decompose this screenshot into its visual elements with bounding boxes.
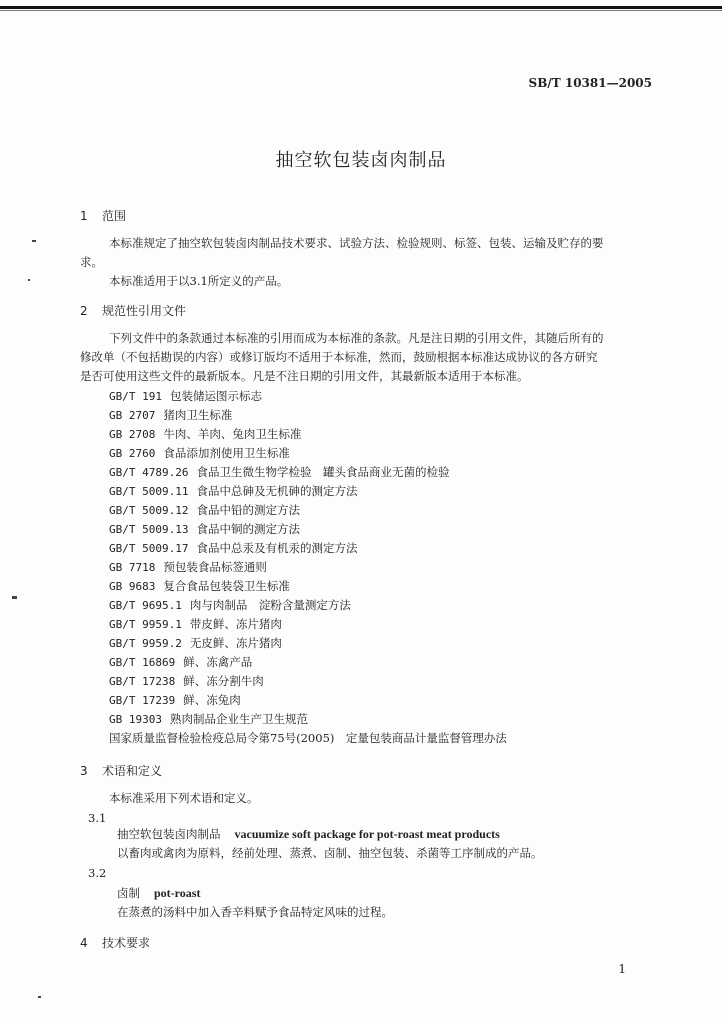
reference-item	[109, 616, 282, 632]
reference-item	[109, 559, 267, 575]
reference-code: GB/T 9959.1	[109, 618, 182, 631]
reference-code: GB 2707	[109, 409, 156, 422]
term-chinese: 抽空软包装卤肉制品	[117, 827, 221, 841]
term-3-1-number: 3.1	[88, 811, 107, 825]
term-3-2-name	[117, 885, 200, 901]
reference-title: 鲜、冻兔肉	[183, 693, 241, 707]
section-number: 2	[80, 304, 88, 318]
standard-number: SB/T 10381—2005	[528, 76, 652, 90]
reference-code: GB/T 5009.13	[109, 523, 189, 536]
section-number: 4	[80, 936, 88, 950]
section-title: 术语和定义	[102, 764, 163, 778]
section-number: 3	[80, 764, 88, 778]
term-3-1-name	[117, 826, 500, 842]
section-number: 1	[80, 209, 88, 223]
reference-code: GB/T 17239	[109, 694, 176, 707]
s2-intro-line-2: 修改单（不包括勘误的内容）或修订版均不适用于本标准，然而，鼓励根据本标准达成协议的各方研究	[80, 350, 598, 364]
reference-title: 复合食品包装袋卫生标准	[163, 579, 290, 593]
reference-item	[109, 578, 290, 594]
section-title: 技术要求	[102, 936, 151, 950]
reference-code: GB 7718	[109, 561, 156, 574]
reference-code: GB/T 5009.12	[109, 504, 189, 517]
reference-code: GB/T 17238	[109, 675, 176, 688]
section-2-heading	[80, 302, 186, 319]
reference-code: GB/T 9959.2	[109, 637, 182, 650]
reference-order: 国家质量监督检验检疫总局令第75号(2005) 定量包装商品计量监督管理办法	[109, 731, 507, 745]
reference-title: 食品中总汞及有机汞的测定方法	[196, 541, 358, 555]
reference-title: 无皮鲜、冻片猪肉	[189, 636, 282, 650]
page-number: 1	[618, 962, 626, 976]
reference-title: 食品中铅的测定方法	[196, 503, 300, 517]
reference-item	[109, 692, 241, 708]
term-3-2-number: 3.2	[88, 866, 107, 880]
reference-title: 带皮鲜、冻片猪肉	[189, 617, 282, 631]
s1-paragraph-1a: 本标准规定了抽空软包装卤肉制品技术要求、试验方法、检验规则、标签、包装、运输及贮存的要	[109, 236, 604, 250]
scan-speck	[12, 596, 17, 599]
s2-intro-line-1: 下列文件中的条款通过本标准的引用而成为本标准的条款。凡是注日期的引用文件，其随后所有的	[109, 331, 604, 345]
reference-item	[109, 407, 232, 423]
term-chinese: 卤制	[117, 886, 140, 900]
reference-title: 食品卫生微生物学检验 罐头食品商业无菌的检验	[196, 465, 450, 479]
reference-title: 食品添加剂使用卫生标准	[163, 446, 290, 460]
reference-item	[109, 540, 357, 556]
reference-item	[109, 502, 300, 518]
s1-paragraph-2: 本标准适用于以3.1所定义的产品。	[109, 274, 289, 288]
reference-title: 食品中铜的测定方法	[196, 522, 300, 536]
reference-title: 鲜、冻分割牛肉	[183, 674, 264, 688]
reference-code: GB/T 4789.26	[109, 466, 189, 479]
term-3-1-definition: 以畜肉或禽肉为原料，经前处理、蒸煮、卤制、抽空包装、杀菌等工序制成的产品。	[117, 846, 543, 860]
top-rule-thin	[0, 10, 722, 11]
reference-title: 猪肉卫生标准	[163, 408, 233, 422]
reference-item	[109, 711, 308, 727]
section-3-heading	[80, 762, 162, 779]
reference-code: GB 19303	[109, 713, 162, 726]
s2-intro-line-3: 是否可使用这些文件的最新版本。凡是不注日期的引用文件，其最新版本适用于本标准。	[80, 369, 529, 383]
scan-speck	[38, 996, 41, 998]
reference-title: 预包装食品标签通则	[163, 560, 267, 574]
reference-code: GB 9683	[109, 580, 156, 593]
reference-code: GB/T 5009.17	[109, 542, 189, 555]
term-3-2-definition: 在蒸煮的汤料中加入香辛料赋予食品特定风味的过程。	[117, 905, 393, 919]
reference-item	[109, 654, 252, 670]
s1-paragraph-1b: 求。	[80, 255, 103, 269]
reference-code: GB/T 5009.11	[109, 485, 189, 498]
reference-code: GB/T 9695.1	[109, 599, 182, 612]
reference-title: 牛肉、羊肉、兔肉卫生标准	[163, 427, 302, 441]
reference-title: 肉与肉制品 淀粉含量测定方法	[189, 598, 351, 612]
reference-code: GB 2760	[109, 447, 156, 460]
section-1-heading	[80, 207, 126, 224]
page-title: 抽空软包装卤肉制品	[275, 150, 447, 171]
reference-item	[109, 388, 262, 404]
reference-item	[109, 521, 300, 537]
section-4-heading	[80, 934, 150, 951]
reference-title: 鲜、冻禽产品	[183, 655, 253, 669]
reference-item	[109, 445, 290, 461]
s3-intro: 本标准采用下列术语和定义。	[109, 791, 259, 805]
scan-speck	[28, 279, 30, 281]
reference-item	[109, 635, 282, 651]
section-title: 规范性引用文件	[102, 304, 187, 318]
top-rule	[0, 6, 722, 9]
section-title: 范围	[102, 209, 127, 223]
reference-code: GB 2708	[109, 428, 156, 441]
reference-title: 熟肉制品企业生产卫生规范	[169, 712, 308, 726]
reference-code: GB/T 191	[109, 390, 162, 403]
reference-item	[109, 426, 301, 442]
term-english: pot-roast	[154, 886, 201, 900]
reference-item	[109, 597, 351, 613]
scan-speck	[32, 240, 36, 242]
reference-title: 食品中总砷及无机砷的测定方法	[196, 484, 358, 498]
reference-title: 包装储运图示标志	[169, 389, 262, 403]
reference-code: GB/T 16869	[109, 656, 176, 669]
term-english: vacuumize soft package for pot-roast meat products	[234, 827, 500, 841]
reference-item	[109, 464, 449, 480]
reference-item	[109, 673, 264, 689]
reference-item	[109, 483, 357, 499]
